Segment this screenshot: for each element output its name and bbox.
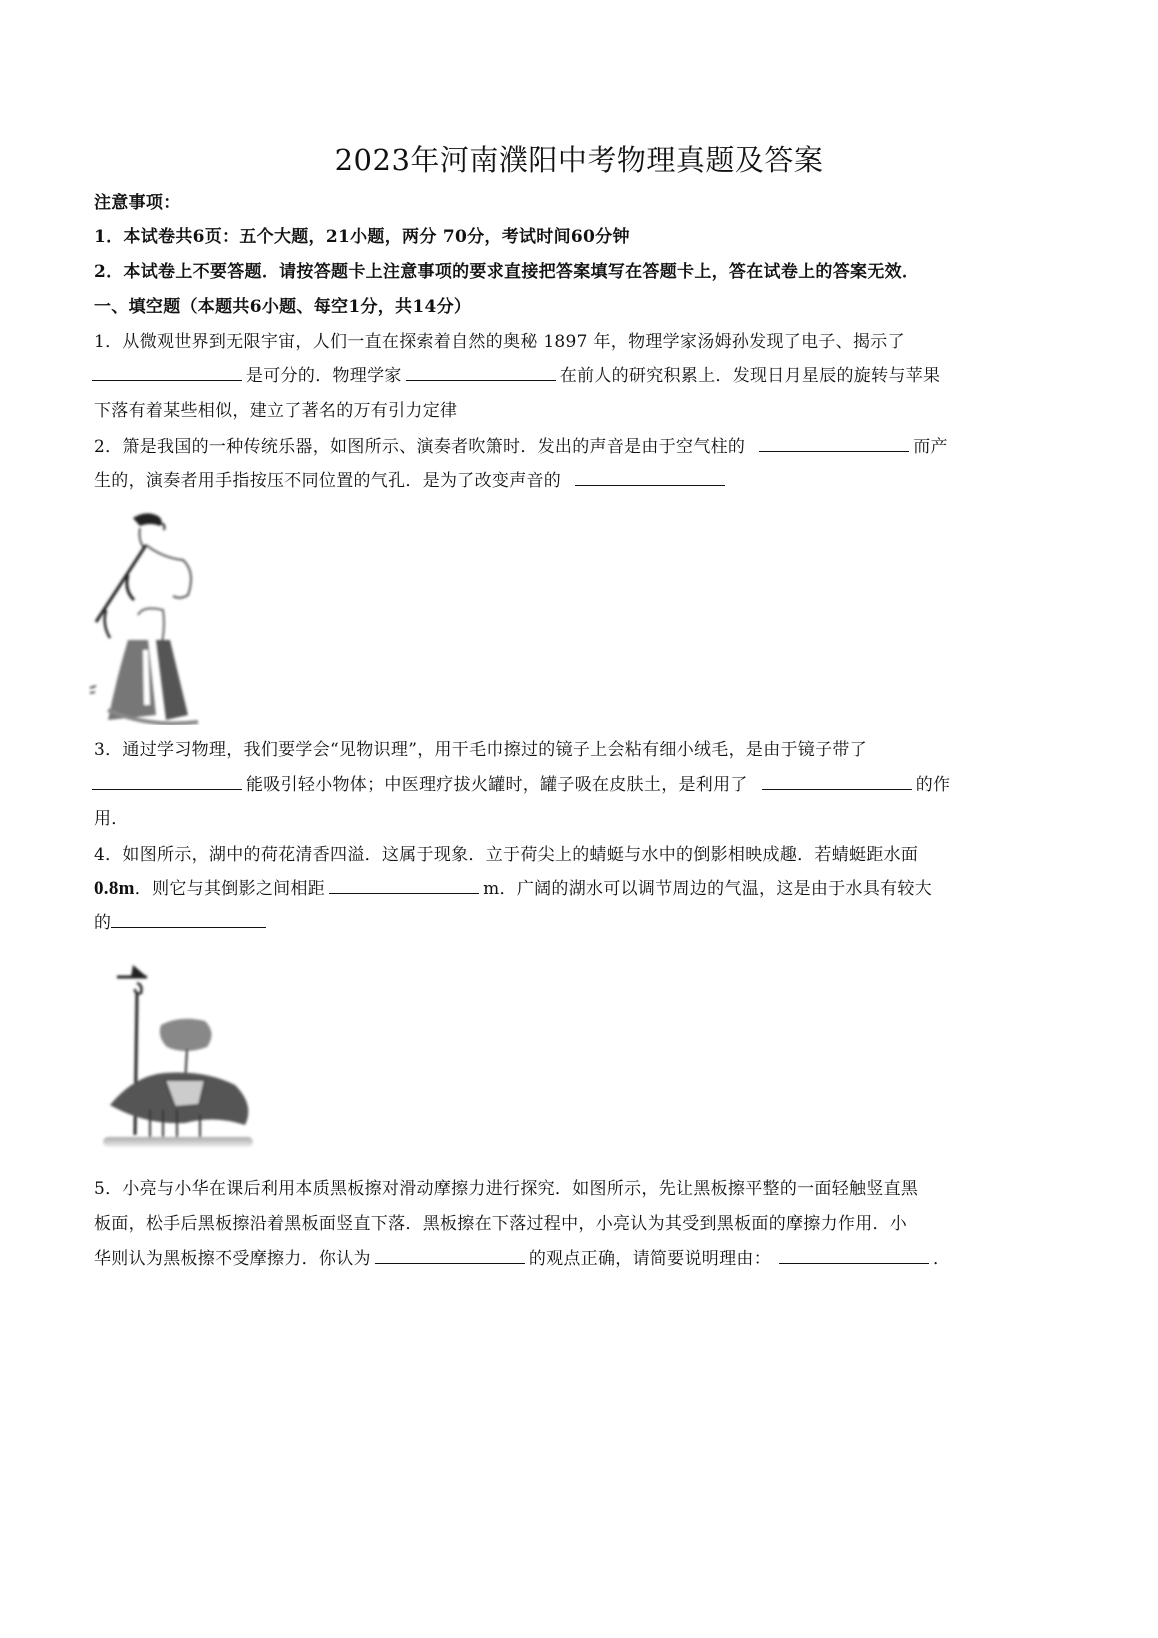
- answer-blank[interactable]: [329, 875, 479, 894]
- q5-text-a: 华则认为黑板擦不受摩擦力．你认为: [94, 1249, 371, 1269]
- q4-distance-value: 0.8m: [94, 878, 135, 899]
- q5-line-1: 5．小亮与小华在课后利用本质黑板擦对滑动摩擦力进行探究．如图所示，先让黑板擦平整的一面轻触竖直黑: [94, 1179, 919, 1199]
- q4-line-1: 4．如图所示，湖中的荷花清香四溢．这属于现象．立于荷尖上的蜻蜓与水中的倒影相映成趣．若蜻蜓距水面: [94, 845, 919, 865]
- answer-blank[interactable]: [375, 1245, 525, 1264]
- page-title: 2023年河南濮阳中考物理真题及答案: [334, 143, 824, 177]
- q4-text-c: 的: [94, 913, 112, 933]
- q1-text-a: 是可分的．物理学家: [246, 366, 402, 386]
- answer-blank[interactable]: [779, 1245, 929, 1264]
- answer-blank[interactable]: [759, 433, 909, 452]
- answer-blank[interactable]: [92, 771, 242, 790]
- q1-line-1: 1．从微观世界到无限宇宙，人们一直在探索着自然的奥秘 1897 年，物理学家汤姆孙发现了电子、揭示了: [94, 332, 905, 352]
- q3-line-1: 3．通过学习物理，我们要学会“见物识理”，用干毛巾擦过的镜子上会粘有细小绒毛，是由于镜子带了: [94, 740, 867, 760]
- notice-item-1: 1．本试卷共6页：五个大题，21小题，两分 70分，考试时间60分钟: [94, 227, 630, 247]
- xiao-player-figure: [88, 500, 233, 725]
- q4-text-b: m．广阔的湖水可以调节周边的气温，这是由于水具有较大: [483, 879, 933, 899]
- q5-text-b: 的观点正确，请简要说明理由：: [528, 1249, 772, 1269]
- q4-line-2: [94, 874, 932, 900]
- answer-blank[interactable]: [111, 909, 266, 928]
- q4-line-3: [94, 908, 270, 933]
- q1-line-3: 下落有着某些相似，建立了著名的万有引力定律: [94, 401, 458, 421]
- q5-line-2: 板面，松手后黑板擦沿着黑板面竖直下落．黑板擦在下落过程中，小亮认为其受到黑板面的摩擦力作用．小: [94, 1214, 908, 1234]
- notice-heading: 注意事项：: [94, 193, 181, 213]
- section-heading: 一、填空题（本题共6小题、每空1分，共14分）: [94, 297, 472, 317]
- lotus-figure: [95, 955, 260, 1155]
- answer-blank[interactable]: [92, 362, 242, 381]
- q1-text-b: 在前人的研究积累上．发现日月星辰的旋转与苹果: [559, 366, 941, 386]
- q3-line-3: 用．: [94, 809, 129, 829]
- q5-line-3: [94, 1244, 950, 1269]
- q2-line-2: [94, 466, 729, 491]
- q2-line-1: [94, 432, 948, 457]
- q5-text-c: ．: [933, 1249, 951, 1269]
- q3-line-2: [92, 770, 950, 795]
- answer-blank[interactable]: [762, 771, 912, 790]
- q2-text-b: 而产: [913, 437, 948, 457]
- answer-blank[interactable]: [575, 467, 725, 486]
- answer-blank[interactable]: [406, 362, 556, 381]
- q4-text-a: ．则它与其倒影之间相距: [134, 879, 326, 899]
- notice-item-2: 2．本试卷上不要答题．请按答题卡上注意事项的要求直接把答案填写在答题卡上，答在试卷上的答案无效．: [94, 262, 920, 282]
- xiao-player-illustration: [88, 500, 233, 725]
- q2-text-a: 2．箫是我国的一种传统乐器，如图所示、演奏者吹箫时．发出的声音是由于空气柱的: [94, 437, 746, 457]
- q1-line-2: [92, 361, 940, 386]
- q3-text-b: 的作: [915, 775, 951, 795]
- q3-text-a: 能吸引轻小物体；中医理疗拔火罐时，罐子吸在皮肤土，是利用了: [246, 775, 748, 795]
- lotus-dragonfly-illustration: [95, 955, 260, 1155]
- q2-text: 生的，演奏者用手指按压不同位置的气孔．是为了改变声音的: [94, 471, 562, 491]
